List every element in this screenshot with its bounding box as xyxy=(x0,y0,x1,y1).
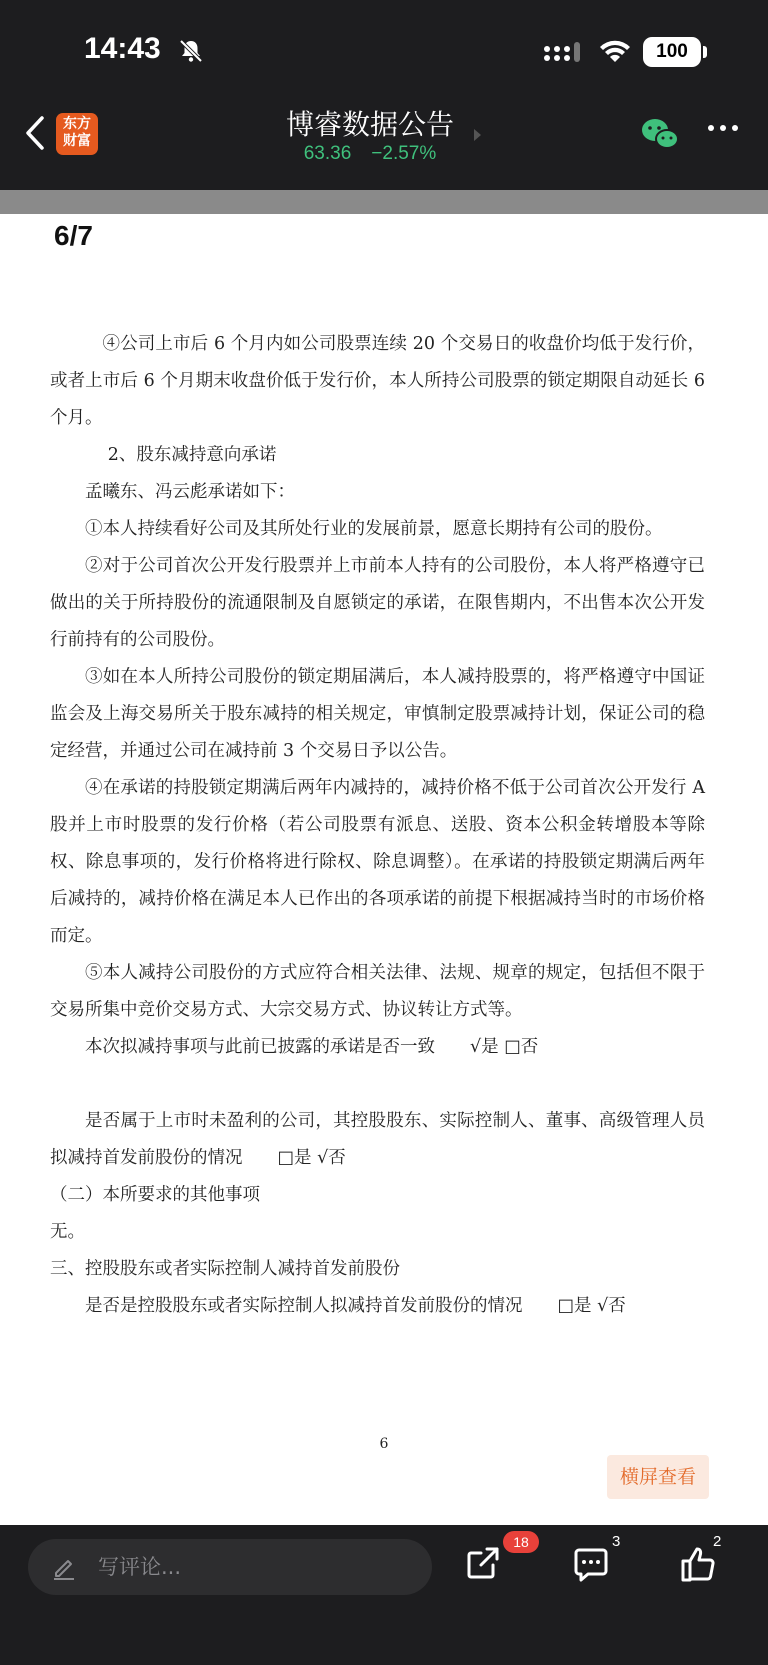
battery-level: 100 xyxy=(643,37,701,67)
paragraph: ①本人持续看好公司及其所处行业的发展前景，愿意长期持有公司的股份。 xyxy=(85,519,663,539)
paragraph: ④在承诺的持股锁定期满后两年内减持的，减持价格不低于公司首次公开发行 A 股并上市时股票的发行价格（若公司股票有派息、送股、资本公积金转增股本等除权、除息事项的，发行价格将进行除权、除息调整）。在承诺的持股锁定期满后两年后减持的，减持价格在满足本人已作出的各项承诺的前提下根据减持当时的市场价格而定。 xyxy=(50,778,705,946)
battery-tip xyxy=(703,46,707,58)
page-indicator: 6/7 xyxy=(54,220,93,251)
paragraph: 无。 xyxy=(50,1222,85,1242)
more-options-icon[interactable] xyxy=(706,123,740,133)
page-number: 6 xyxy=(379,1436,389,1452)
paragraph: ②对于公司首次公开发行股票并上市前本人持有的公司股份，本人将严格遵守已做出的关于所持股份的流通限制及自愿锁定的承诺，在限售期内，不出售本次公开发行前持有的公司股份。 xyxy=(50,556,705,650)
controlling-shareholder-question: 是否是控股股东或者实际控制人拟减持首发前股份的情况 □是 √否 xyxy=(85,1296,626,1316)
title-arrow-icon xyxy=(474,129,481,141)
document-body xyxy=(50,326,705,1325)
status-bar xyxy=(0,0,768,95)
stock-quote xyxy=(200,143,540,165)
section-heading: 2、股东减持意向承诺 xyxy=(107,445,277,465)
comment-count: 3 xyxy=(612,1533,621,1550)
comment-input[interactable] xyxy=(28,1539,432,1595)
share-count-badge: 18 xyxy=(503,1531,539,1553)
like-count: 2 xyxy=(713,1533,722,1550)
logo-line-2: 财富 xyxy=(63,133,91,149)
document-top-edge xyxy=(0,190,768,214)
landscape-view-button[interactable]: 横屏查看 xyxy=(607,1455,709,1499)
wechat-share-icon[interactable] xyxy=(640,117,680,151)
bottom-action-bar xyxy=(0,1525,768,1665)
comment-placeholder: 写评论... xyxy=(98,1555,182,1579)
unprofitable-question: 是否属于上市时未盈利的公司，其控股股东、实际控制人、董事、高级管理人员拟减持首发前股份的情况 □是 √否 xyxy=(50,1111,705,1168)
paragraph: ③如在本人所持公司股份的锁定期届满后，本人减持股票的，将严格遵守中国证监会及上海交易所关于股东减持的相关规定，审慎制定股票减持计划，保证公司的稳定经营，并通过公司在减持前 3 个交易日予以公告。 xyxy=(50,667,705,761)
consistency-question: 本次拟减持事项与此前已披露的承诺是否一致 √是 □否 xyxy=(85,1037,539,1057)
back-chevron-icon[interactable] xyxy=(22,115,48,151)
paragraph: ⑤本人减持公司股份的方式应符合相关法律、法规、规章的规定，包括但不限于交易所集中竞价交易方式、大宗交易方式、协议转让方式等。 xyxy=(50,963,705,1020)
logo-line-1: 东方 xyxy=(63,116,91,132)
paragraph: 孟曦东、冯云彪承诺如下： xyxy=(85,482,295,502)
share-icon[interactable] xyxy=(465,1545,501,1581)
comments-icon[interactable] xyxy=(572,1547,610,1583)
spacer xyxy=(50,1066,705,1103)
bell-muted-icon xyxy=(178,38,204,64)
app-logo[interactable] xyxy=(56,113,98,155)
stock-change: −2.57% xyxy=(371,143,437,164)
status-time: 14:43 xyxy=(84,32,161,65)
pencil-icon xyxy=(50,1553,78,1581)
page-title[interactable]: 博睿数据公告 xyxy=(285,108,454,141)
paragraph: ④公司上市后 6 个月内如公司股票连续 20 个交易日的收盘价均低于发行价，或者上市后 6 个月期末收盘价低于发行价，本人所持公司股票的锁定期限自动延长 6 个月。 xyxy=(50,334,705,428)
wifi-icon xyxy=(598,38,632,64)
section-heading: （二）本所要求的其他事项 xyxy=(50,1185,260,1205)
stock-price: 63.36 xyxy=(303,143,352,164)
section-heading: 三、控股股东或者实际控制人减持首发前股份 xyxy=(50,1259,400,1279)
document-page[interactable] xyxy=(0,214,768,1525)
header-bar xyxy=(0,95,768,175)
cellular-signal-icon xyxy=(542,40,584,64)
thumbs-up-icon[interactable] xyxy=(680,1545,716,1583)
